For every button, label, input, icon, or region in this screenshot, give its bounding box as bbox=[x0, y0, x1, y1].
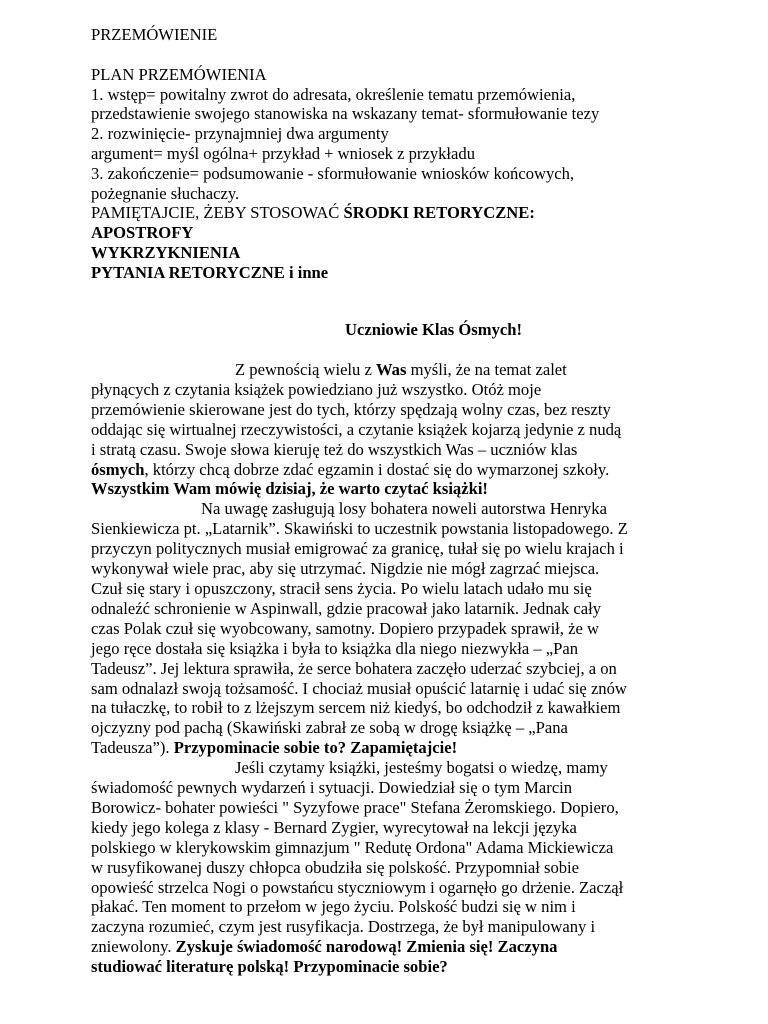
paragraph-line: Tadeusz”. Jej lektura sprawiła, że serce bohatera zaczęło uderzać szybciej, a on bbox=[91, 658, 617, 678]
text: zniewolony. bbox=[91, 937, 176, 957]
paragraph-line bbox=[91, 460, 691, 480]
bold-text: Was bbox=[376, 360, 407, 379]
paragraph-line: Na uwagę zasługują losy bohatera noweli autorstwa Henryka bbox=[201, 499, 607, 519]
bold-text: ósmych bbox=[91, 459, 145, 479]
reminder-text: PAMIĘTAJCIE, ŻEBY STOSOWAĆ bbox=[91, 203, 344, 223]
paragraph-line: czas Polak czuł się wyobcowany, samotny. Dopiero przypadek sprawił, że w bbox=[91, 618, 599, 638]
paragraph-line: oddając się wirtualnej rzeczywistości, a czytanie książek kojarzą jedynie z nudą bbox=[91, 419, 622, 439]
paragraph-line: Jeśli czytamy książki, jesteśmy bogatsi o wiedzę, mamy bbox=[235, 758, 608, 778]
plan-title: PLAN PRZEMÓWIENIA bbox=[91, 64, 267, 84]
text: Z pewnością wielu z bbox=[235, 360, 376, 379]
bold-text: Przypominacie sobie to? Zapamiętajcie! bbox=[173, 738, 458, 758]
text: , którzy chcą dobrze zdać egzamin i dostać się do wymarzonej szkoły. bbox=[144, 459, 610, 479]
plan-section bbox=[91, 25, 701, 283]
paragraph-line: Sienkiewicza pt. „Latarnik”. Skawiński to uczestnik powstania listopadowego. Z bbox=[91, 519, 628, 539]
plan-line: przedstawienie swojego stanowiska na wskazany temat- sformułowanie tezy bbox=[91, 104, 600, 124]
paragraph-line: płynących z czytania książek powiedziano już wszystko. Otóż moje bbox=[91, 379, 542, 399]
paragraph-line: Czuł się stary i opuszczony, stracił sens życia. Po wielu latach udało mu się bbox=[91, 578, 592, 598]
device-item: PYTANIA RETORYCZNE i inne bbox=[91, 262, 329, 282]
plan-line: pożegnanie słuchaczy. bbox=[91, 183, 240, 203]
plan-line: 3. zakończenie= podsumowanie - sformułowanie wniosków końcowych, bbox=[91, 163, 575, 183]
text: myśli, że na temat zalet bbox=[406, 360, 567, 379]
device-item: APOSTROFY bbox=[91, 223, 194, 243]
paragraph-line bbox=[91, 937, 691, 957]
paragraph-line: odnaleźć schronienie w Aspinwall, gdzie pracował jako latarnik. Jednak cały bbox=[91, 598, 602, 618]
paragraph-line: kiedy jego kolega z klasy - Bernard Zygier, wyrecytował na lekcji języka bbox=[91, 817, 577, 837]
paragraph-line: jego ręce dostała się książka i była to książka dla niego niezwykła – „Pan bbox=[91, 638, 579, 658]
reminder-bold: ŚRODKI RETORYCZNE: bbox=[343, 203, 535, 223]
plan-line: argument= myśl ogólna+ przykład + wniosek z przykładu bbox=[91, 143, 475, 163]
paragraph-line: wykonywał wiele prac, aby się utrzymać. Nigdzie nie mógł zagrzać miejsca. bbox=[91, 559, 600, 579]
plan-line: 1. wstęp= powitalny zwrot do adresata, określenie tematu przemówienia, bbox=[91, 84, 576, 104]
paragraph-line: Wszystkim Wam mówię dzisiaj, że warto czytać książki! bbox=[91, 479, 488, 499]
paragraph-line: przemówienie skierowane jest do tych, którzy spędzają wolny czas, bez reszty bbox=[91, 399, 611, 419]
reminder-line bbox=[91, 203, 701, 223]
speech-salutation: Uczniowie Klas Ósmych! bbox=[345, 320, 522, 339]
bold-text: Zyskuje świadomość narodową! Zmienia się! Zaczyna bbox=[175, 937, 558, 957]
paragraph-line: w rusyfikowanej duszy chłopca obudziła się polskość. Przypomniał sobie bbox=[91, 857, 580, 877]
device-item: WYKRZYKNIENIA bbox=[91, 242, 241, 262]
paragraph-line: świadomość pewnych wydarzeń i sytuacji. Dowiedział się o tym Marcin bbox=[91, 778, 573, 798]
paragraph-line: studiować literaturę polską! Przypominacie sobie? bbox=[91, 957, 448, 977]
paragraph-line bbox=[91, 360, 691, 380]
paragraph-line: sam odnalazł swoją tożsamość. I chociaż musiał opuścić latarnię i udać się znów bbox=[91, 678, 627, 698]
paragraph-line: opowieść strzelca Nogi o powstańcu styczniowym i ogarnęło go drżenie. Zaczął bbox=[91, 877, 624, 897]
text: Tadeusza”). bbox=[91, 738, 174, 758]
document-header: PRZEMÓWIENIE bbox=[91, 25, 218, 44]
paragraph-line: polskiego w klerykowskim gimnazjum " Redutę Ordona" Adama Mickiewicza bbox=[91, 837, 614, 857]
paragraph-line: ojczyzny pod pachą (Skawiński zabrał ze sobą w drogę książkę – „Pana bbox=[91, 718, 568, 738]
blank-line bbox=[91, 45, 701, 65]
paragraph-line: i stratą czasu. Swoje słowa kieruję też do wszystkich Was – uczniów klas bbox=[91, 439, 578, 459]
paragraph-line: przyczyn politycznych musiał emigrować za granicę, tułał się po wielu krajach i bbox=[91, 539, 624, 559]
paragraph-line bbox=[91, 738, 691, 758]
plan-line: 2. rozwinięcie- przynajmniej dwa argumenty bbox=[91, 124, 389, 144]
speech-body bbox=[91, 360, 691, 977]
paragraph-line: zaczyna rozumieć, czym jest rusyfikacja. Dostrzega, że był manipulowany i bbox=[91, 917, 596, 937]
paragraph-line: płakać. Ten moment to przełom w jego życiu. Polskość budzi się w nim i bbox=[91, 897, 576, 917]
paragraph-line: Borowicz- bohater powieści " Syzyfowe prace" Stefana Żeromskiego. Dopiero, bbox=[91, 797, 619, 817]
paragraph-line: na tułaczkę, to robił to z lżejszym sercem niż kiedyś, bo odchodził z kawałkiem bbox=[91, 698, 621, 718]
